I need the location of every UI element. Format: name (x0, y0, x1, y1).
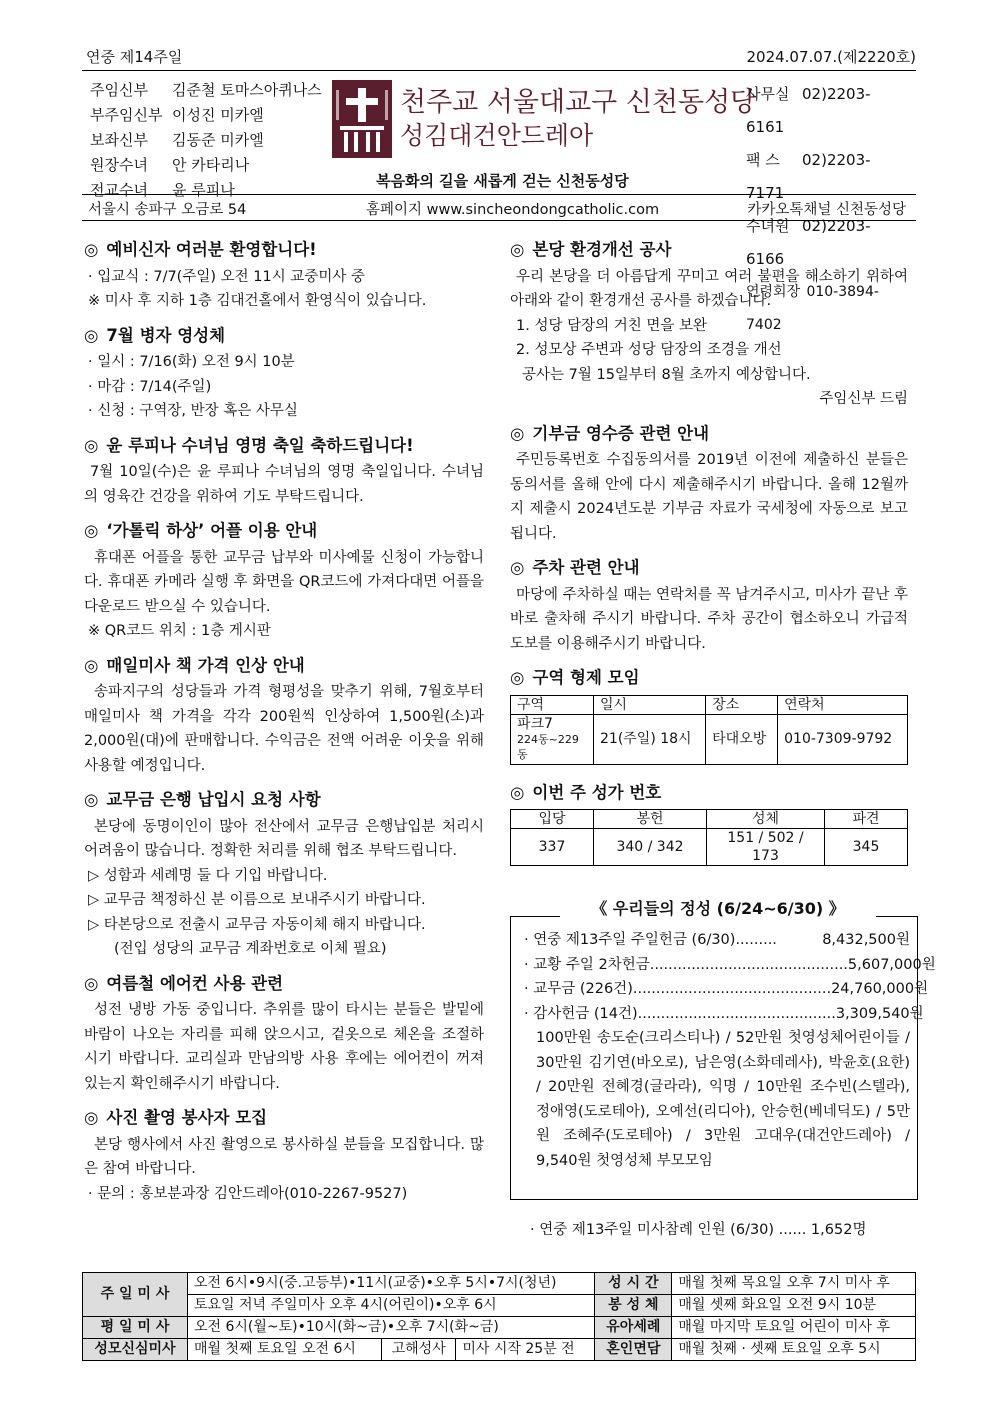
mass-schedule-table: 주 일 미 사 오전 6시•9시(중.고등부)•11시(교중)•오후 5시•7시(청년) 성 시 간 매월 첫째 목요일 오후 7시 미사 후 토요일 저녁 주일미사 오후 4시(어린이)•오후 6시 봉 성 체 매월 셋째 화요일 오전 9시 10분 평 일 미 사 오전 6시(월~토)•10시(화~금)•오후 7시(화~금) 유아세례 매월 마지막 토요일 어린이 미사 후 성모신심미사 매월 첫째 토요일 오전 6시 고해성사 미사 시작 25분 전 혼인면담 매월 첫째 · 셋째 토요일 오후 5시 (82, 1272, 916, 1361)
section-title: ◎ 기부금 영수증 관련 안내 (510, 423, 710, 443)
section-title: ◎ 7월 병자 영성체 (84, 325, 226, 345)
offering-list (524, 928, 936, 1173)
signature: 주임신부 드림 (819, 391, 908, 407)
clergy-list: 주임신부 김준철 토마스아퀴나스 부주임신부 이성진 미카엘 보좌신부 김동준 미카엘 원장수녀 안 카타리나 전교수녀 윤 루피나 (90, 81, 322, 199)
section-title: ◎ 여름철 에어컨 사용 관련 (84, 973, 284, 993)
right-column: ◎ 본당 환경개선 공사 우리 본당을 더 아름답게 꾸미고 여러 불편을 해소하기 위하여 아래와 같이 환경개선 공사를 하겠습니다. 1. 성당 담장의 거친 면을 보완 2. 성모상 주변과 성당 담장의 조경을 개선 공사는 7월 15일부터 8월 초까지 예상합니다. 주임신부 드림 ◎ 기부금 영수증 관련 안내 주민등록번호 수집동의서를 2019년 이전에 제출하신 분들은 동의서를 올해 안에 다시 제출해주시기 바랍니다. 올해 12월까지 제출시 2024년도분 기부금 자료가 국세청에 자동으로 보고 됩니다. ◎ 주차 관련 안내 마당에 주차하실 때는 연락처를 꼭 남겨주시고, 미사가 끝난 후 바로 출차해 주시기 바랍니다. 주차 공간이 협소하오니 가급적 도보를 이용해주시기 바랍니다. ◎ 구역 형제 모임 구역 일시 장소 연락처 파크7 224동~229동 21(주일) 18시 타대오방 010-7309-9792 ◎ 이번 주 성가 번호 입당 봉헌 성체 파견 337 340 / 342 151 / 502 / 173 345 (510, 240, 908, 864)
list-item: · 감사헌금 (14건) ........................................... 3,309,540원 (524, 1005, 924, 1022)
parish-logo-icon (332, 80, 392, 158)
section-title: ◎ 윤 루피나 수녀님 영명 축일 축하드립니다! (84, 435, 414, 455)
contact-list: 사무실 02)2203-6161 팩 스 02)2203-7171 수녀원 02)2203-6166 연령회장 010-3894-7402 (746, 85, 879, 333)
list-item: · 교무금 (226건) ........................................... 24,760,000원 (524, 981, 929, 997)
section-title: ◎ 매일미사 책 가격 인상 안내 (84, 655, 305, 675)
mass-attendance: · 연중 제13주일 미사참례 인원 (6/30) ...... 1,652명 (530, 1222, 867, 1238)
section-title: ◎ 본당 환경개선 공사 (510, 240, 672, 259)
kakao-channel[interactable]: 카카오톡채널 신천동성당 (747, 202, 906, 218)
section-title: ◎ 이번 주 성가 번호 (510, 782, 662, 802)
hymn-number-table: 입당 봉헌 성체 파견 337 340 / 342 151 / 502 / 173 345 (510, 809, 908, 866)
header-top-rule (82, 70, 916, 71)
section-title: ◎ 예비신자 여러분 환영합니다! (84, 240, 317, 259)
parish-address: 서울시 송파구 오금로 54 (88, 202, 247, 218)
section-title: ◎ 사진 촬영 봉사자 모집 (84, 1108, 268, 1127)
issue-date: 2024.07.07.(제2220호) (746, 48, 916, 66)
parish-name: 천주교 서울대교구 신천동성당 (400, 87, 757, 118)
liturgical-season: 연중 제14주일 (86, 48, 183, 66)
offering-title: 《 우리들의 정성 (6/24~6/30) 》 (560, 896, 876, 919)
section-title: ◎ 구역 형제 모임 (510, 668, 640, 687)
header-bottom-rule (82, 220, 916, 221)
section-title: ◎ 교무금 은행 납입시 요청 사항 (84, 790, 321, 809)
parish-slogan: 복음화의 길을 새롭게 걷는 신천동성당 (376, 172, 629, 190)
list-item: · 연중 제13주일 주일헌금 (6/30) ......... 8,432,500원 (524, 932, 910, 948)
section-title: ◎ ‘가톨릭 하상’ 어플 이용 안내 (84, 521, 318, 540)
left-column: ◎ 예비신자 여러분 환영합니다! · 입교식 : 7/7(주일) 오전 11시 교중미사 중 ※ 미사 후 지하 1층 김대건홀에서 환영식이 있습니다. ◎ 7월 병자 영성체 · 일시 : 7/16(화) 오전 9시 10분 · 마감 : 7/14(주일) · 신청 : 구역장, 반장 혹은 사무실 ◎ 윤 루피나 수녀님 영명 축일 축하드립니다! 7월 10일(수)은 윤 루피나 수녀님의 영명 축일입니다. 수녀님의 영육간 건강을 위하여 기도 부탁드립니다. ◎ ‘가톨릭 하상’ 어플 이용 안내 휴대폰 어플을 통한 교무금 납부와 미사예물 신청이 가능합니다. 휴대폰 카메라 실행 후 화면을 QR코드에 가져다대면 어플을 다운로드 받으실 수 있습니다. ※ QR코드 위치 : 1층 게시판 ◎ 매일미사 책 가격 인상 안내 송파지구의 성당들과 가격 형평성을 맞추기 위해, 7월호부터 매일미사 책 가격을 각각 200원씩 인상하여 1,500원(소)과 2,000원(대)에 판매합니다. 수익금은 전액 어려운 이웃을 위해 사용할 예정입니다. ◎ 교무금 은행 납입시 요청 사항 본당에 동명이인이 많아 전산에서 교무금 은행납입분 처리시 어려움이 많습니다. 정확한 처리를 위해 협조 부탁드립니다. ▷ 성함과 세례명 둘 다 기입 바랍니다. ▷ 교무금 책정하신 분 이름으로 보내주시기 바랍니다. ▷ 타본당으로 전출시 교무금 자동이체 해지 바랍니다. (전입 성당의 교무금 계좌번호로 이체 필요) ◎ 여름철 에어컨 사용 관련 성전 냉방 가동 중입니다. 추위를 많이 타시는 분들은 발밑에 바람이 나오는 자리를 피해 앉으시고, 겉옷으로 체온을 조절하시기 바랍니다. 교리실과 만남의방 사용 후에는 에어컨이 꺼져 있는지 확인해주시기 바랍니다. ◎ 사진 촬영 봉사자 모집 본당 행사에서 사진 촬영으로 봉사하실 분들을 모집합니다. 많은 참여 바랍니다. · 문의 : 홍보분과장 김안드레아(010-2267-9527) (84, 240, 484, 1202)
list-item: · 교황 주일 2차헌금 ........................................... 5,607,000원 (524, 956, 936, 973)
homepage-link[interactable]: 홈페이지 www.sincheondongcatholic.com (366, 202, 660, 218)
donor-list: 100만원 송도순(크리스티나) / 52만원 첫영성체어린이들 / 30만원 김기연(바오로), 남은영(소화데레사), 박윤호(요한) / 20만원 전혜경(글라라), 익명 / 10만원 조수빈(스텔라), 정애영(도로테아), 오예선(리디아), 안승헌(베네딕도) / 5만원 조혜주(도로테아) / 3만원 고대우(대건안드레아) / 9,540원 첫영성체 부모모임 (536, 1030, 910, 1169)
header-mid-rule (82, 194, 916, 195)
parish-patron: 성김대건안드레아 (400, 121, 594, 150)
district-meeting-table: 구역 일시 장소 연락처 파크7 224동~229동 21(주일) 18시 타대오방 010-7309-9792 (510, 695, 908, 765)
section-title: ◎ 주차 관련 안내 (510, 558, 640, 577)
